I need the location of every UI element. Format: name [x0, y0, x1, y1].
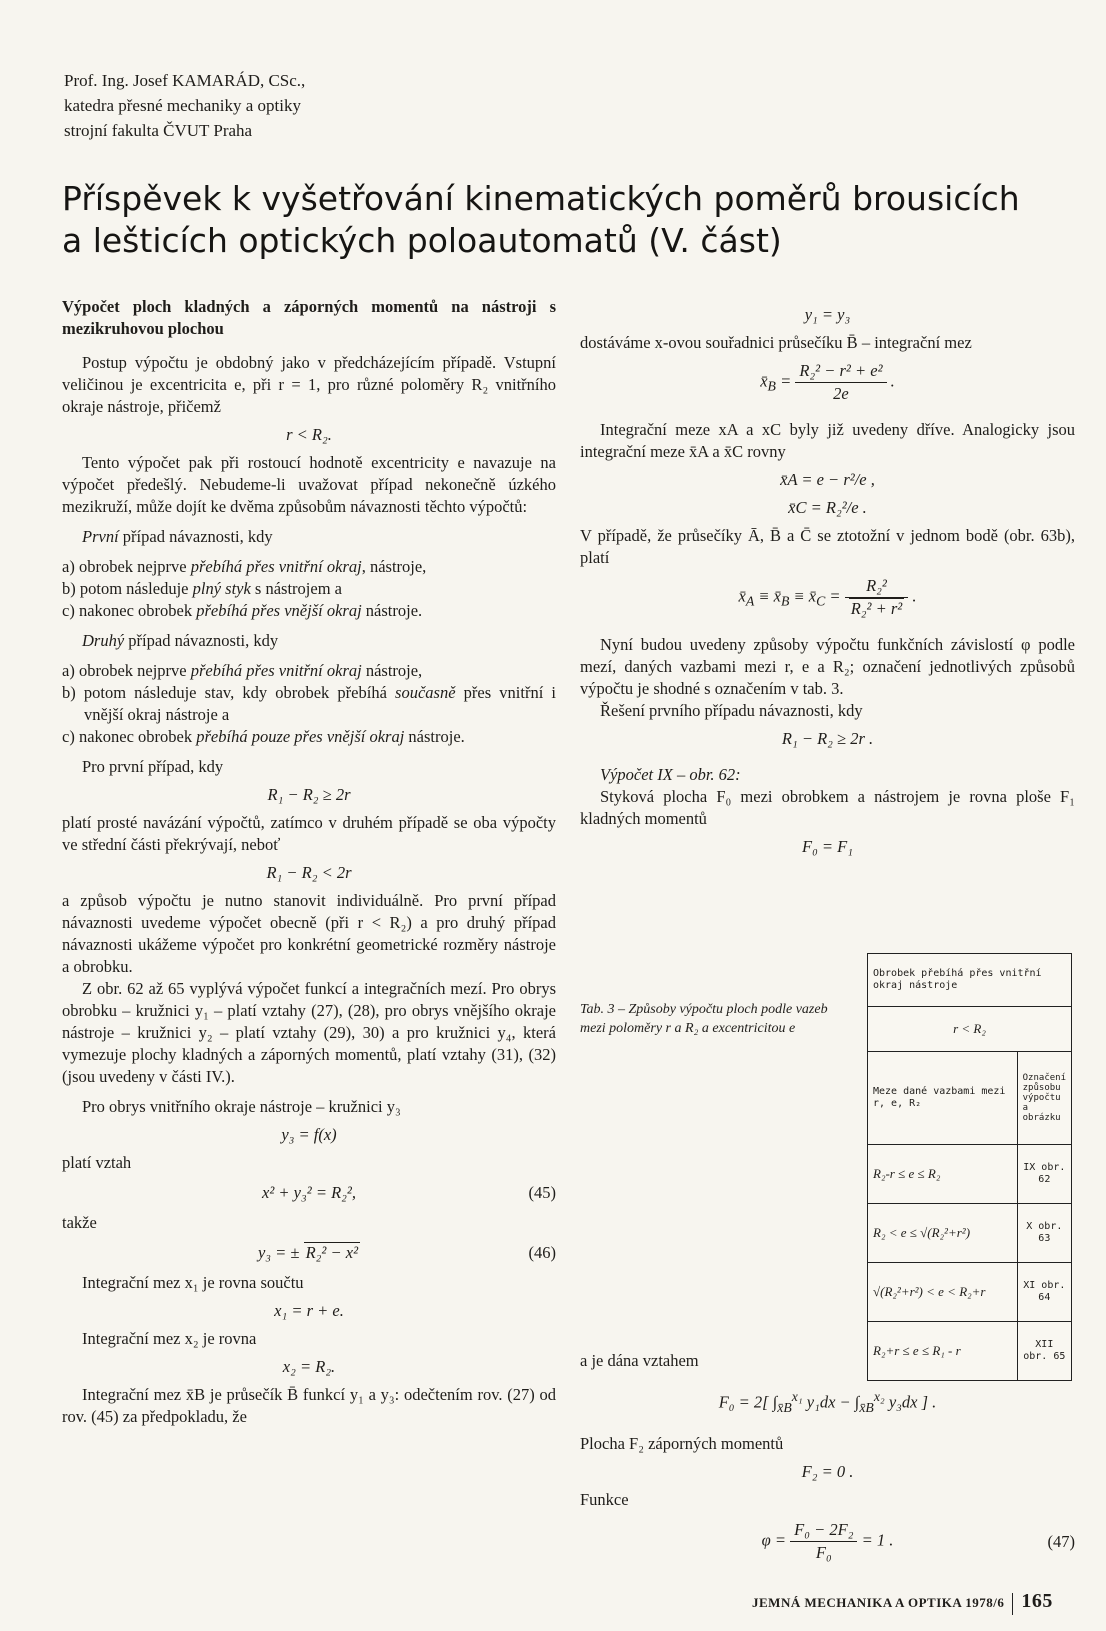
right-column-lower — [580, 1350, 1075, 1572]
table-col-header: Meze dané vazbami mezi r, e, R₂ — [868, 1052, 1018, 1145]
author-faculty: strojní fakulta ČVUT Praha — [64, 121, 253, 140]
table-caption: Tab. 3 – Způsoby výpočtu ploch podle vazeb mezi poloměry r a R₂ a excentricitou e — [580, 1002, 828, 1036]
list-item: c) nakonec obrobek přebíhá pouze přes vnější okraj nástroje. — [62, 727, 465, 746]
list-item: b) potom následuje stav, kdy obrobek přebíhá současně přes vnitřní i vnější okraj nástroje a — [62, 683, 556, 724]
equation-text: x² + y₃² = R₂², — [262, 1183, 356, 1202]
table-row — [868, 954, 1072, 1007]
case-2-heading — [62, 630, 556, 652]
paragraph: Řešení prvního případu návaznosti, kdy — [600, 701, 863, 720]
equation: R₁ − R₂ < 2r — [266, 863, 352, 882]
list-item: b) potom následuje plný styk s nástrojem a — [62, 579, 342, 598]
equation: R₁ − R₂ ≥ 2r . — [781, 729, 874, 748]
list-item: a) obrobek nejprve přebíhá přes vnitřní okraj, nástroje, — [62, 557, 427, 576]
table-cell: IX obr. 62 — [1017, 1145, 1071, 1204]
paragraph: Nyní budou uvedeny způsoby výpočtu funkčních závislostí φ podle mezí, daných vazbami mezi r, e a R₂; označení jednotlivých způsobů výpočtu je shodné s označením v tab. 3. — [580, 635, 1075, 698]
author-name: Prof. Ing. Josef KAMARÁD, CSc., — [64, 71, 306, 90]
equation-coincide: $x̄_A$ ≡ $x̄_B$ ≡ $x̄_C$ = $\frac{\text{R₂²}}{\text{R₂² + r²}}$ . — [738, 576, 917, 618]
equation-xb: $x̄_B$ = $\frac{\text{R₂² − r² + e²}}{2e}$ . — [760, 361, 895, 403]
paragraph: Integrační mez x₂ je rovna — [82, 1329, 257, 1348]
paragraph: Postup výpočtu je obdobný jako v předcházejícím případě. Vstupní veličinou je excentricita e, při r = 1, pro různé poloměry R₂ vnitřního okraje nástroje, přičemž — [62, 353, 556, 416]
paragraph: platí vztah — [62, 1153, 132, 1172]
author-department: katedra přesné mechaniky a optiky — [64, 96, 301, 115]
table-condition: r < R₂ — [868, 1007, 1072, 1052]
table-cell: √(R₂²+r²) < e < R₂+r — [868, 1263, 1018, 1322]
paragraph: Styková plocha F₀ mezi obrobkem a nástrojem je rovna ploše F₁ kladných momentů — [580, 787, 1075, 828]
equation: x̄A = e − r²/e , — [780, 470, 875, 489]
equation: F₀ = F₁ — [801, 837, 853, 856]
table-row — [868, 1263, 1072, 1322]
table-cell: XI obr. 64 — [1017, 1263, 1071, 1322]
table-cell: X obr. 63 — [1017, 1204, 1071, 1263]
equation: r < R₂. — [286, 425, 332, 444]
section-heading: Výpočet ploch kladných a záporných momentů na nástroji s mezikruhovou plochou — [62, 297, 556, 338]
table-header: Obrobek přebíhá přes vnitřní okraj nástroje — [868, 954, 1072, 1007]
author-block — [64, 68, 305, 143]
list-item: a) obrobek nejprve přebíhá přes vnitřní okraj nástroje, — [62, 661, 423, 680]
paragraph: a způsob výpočtu je nutno stanovit individuálně. Pro první případ návaznosti uvedeme výpočet obecně (při r < R₂) a pro druhý případ návaznosti ukážeme výpočet pro konkrétní geometrické rozměry nástroje a obrobku. — [62, 891, 556, 976]
table-cell: R₂-r ≤ e ≤ R₂ — [868, 1145, 1018, 1204]
paragraph: Pro obrys vnitřního okraje nástroje – kružnici y₃ — [82, 1097, 401, 1116]
equation-number: (47) — [1047, 1531, 1075, 1551]
page-number: 165 — [1021, 1590, 1053, 1612]
case-2-text: případ návaznosti, kdy — [124, 631, 279, 650]
equation: F₂ = 0 . — [801, 1461, 854, 1481]
paragraph: Integrační meze xA a xC byly již uvedeny dříve. Analogicky jsou integrační meze x̄A a x̄C rovny — [580, 420, 1075, 461]
paragraph: dostáváme x-ovou souřadnici průsečíku B̄ – integrační mez — [580, 333, 972, 352]
list-item: c) nakonec obrobek přebíhá přes vnější okraj nástroje. — [62, 601, 423, 620]
case-2-word: Druhý — [82, 631, 125, 650]
equation-number: (45) — [528, 1183, 556, 1202]
paragraph: V případě, že průsečíky Ā, B̄ a C̄ se ztotožní v jednom bodě (obr. 63b), platí — [580, 526, 1075, 567]
case-1-heading — [62, 526, 556, 548]
title-line-2: a lešticích optických poloautomatů (V. část) — [62, 221, 782, 260]
article-title — [62, 178, 1062, 262]
equation: R₁ − R₂ ≥ 2r — [267, 785, 351, 804]
paragraph: Plocha F₂ záporných momentů — [580, 1433, 784, 1453]
equation: x₁ = r + e. — [274, 1301, 344, 1320]
equation-45 — [62, 1182, 556, 1204]
paragraph: takže — [62, 1213, 97, 1232]
table-cell: XII obr. 65 — [1017, 1322, 1071, 1381]
page-footer — [752, 1590, 1053, 1615]
table-row — [868, 1007, 1072, 1052]
equation-number: (46) — [528, 1243, 556, 1262]
equation-f0: F₀ = 2[ $\int_{x̄B}^{x_1}$ $y_1dx - \int_{x̄B}^{x_2}$ y₃dx ] . — [718, 1389, 937, 1415]
table-row — [868, 1052, 1072, 1145]
paragraph: platí prosté navázání výpočtů, zatímco v druhém případě se oba výpočty ve střední části překrývají, neboť — [62, 813, 556, 854]
table-row — [868, 1204, 1072, 1263]
title-line-1: Příspěvek k vyšetřování kinematických poměrů brousicích — [62, 179, 1020, 218]
case-1-text: případ návaznosti, kdy — [118, 527, 273, 546]
equation: y₃ = f(x) — [281, 1125, 337, 1144]
left-column — [62, 296, 556, 1428]
paragraph: Tento výpočet pak při rostoucí hodnotě excentricity e navazuje na výpočet předešlý. Nebudeme-li uvažovat případ nekonečně úzkého mezikruží, může dojít ke dvěma způsobům návaznosti těchto výpočtů: — [62, 453, 556, 516]
paragraph: Z obr. 62 až 65 vyplývá výpočet funkcí a integračních mezí. Pro obrys obrobku – kružnici y₁ – platí vztahy (27), (28), pro obrys vnějšího okraje nástroje – kružnici y₂ – platí vztahy (29), 30) a pro kružnici y₄, která vymezuje plochy kladných a záporných momentů, platí vztahy (31), (32) (jsou uvedeny v části IV.). — [62, 979, 556, 1086]
equation-46: y₃ = ± R₂² − x² (46) — [257, 1243, 556, 1262]
paragraph: Integrační mez x₁ je rovna součtu — [82, 1273, 304, 1292]
subsection-heading: Výpočet IX – obr. 62: — [600, 765, 741, 784]
equation: x̄C = R₂²/e . — [788, 498, 867, 517]
journal-name: JEMNÁ MECHANIKA A OPTIKA 1978/6 — [752, 1595, 1005, 1610]
paragraph: Integrační mez x̄B je průsečík B̄ funkcí y₁ a y₃: odečtením rov. (27) od rov. (45) za předpokladu, že — [62, 1385, 556, 1426]
paragraph: a je dána vztahem — [580, 1351, 699, 1370]
paragraph: Pro první případ, kdy — [82, 757, 224, 776]
paragraph: Funkce — [580, 1489, 629, 1509]
equation: x₂ = R₂. — [282, 1357, 336, 1376]
equation-47: φ = $\frac{\text{F₀ − 2F₂}}{\text{F₀}}$ = 1 . (47) — [761, 1519, 1075, 1562]
case-2-list — [62, 660, 556, 748]
table-cell: R₂ < e ≤ √(R₂²+r²) — [868, 1204, 1018, 1263]
case-1-word: První — [82, 527, 119, 546]
case-1-list — [62, 556, 556, 622]
right-column — [580, 298, 1075, 864]
table-cell: R₂+r ≤ e ≤ R₁ - r — [868, 1322, 1018, 1381]
table-row — [868, 1145, 1072, 1204]
equation: y₁ = y₃ — [804, 305, 851, 324]
table-3 — [867, 953, 1072, 1381]
table-col-header: Označení způsobu výpočtu a obrázku — [1017, 1052, 1071, 1145]
